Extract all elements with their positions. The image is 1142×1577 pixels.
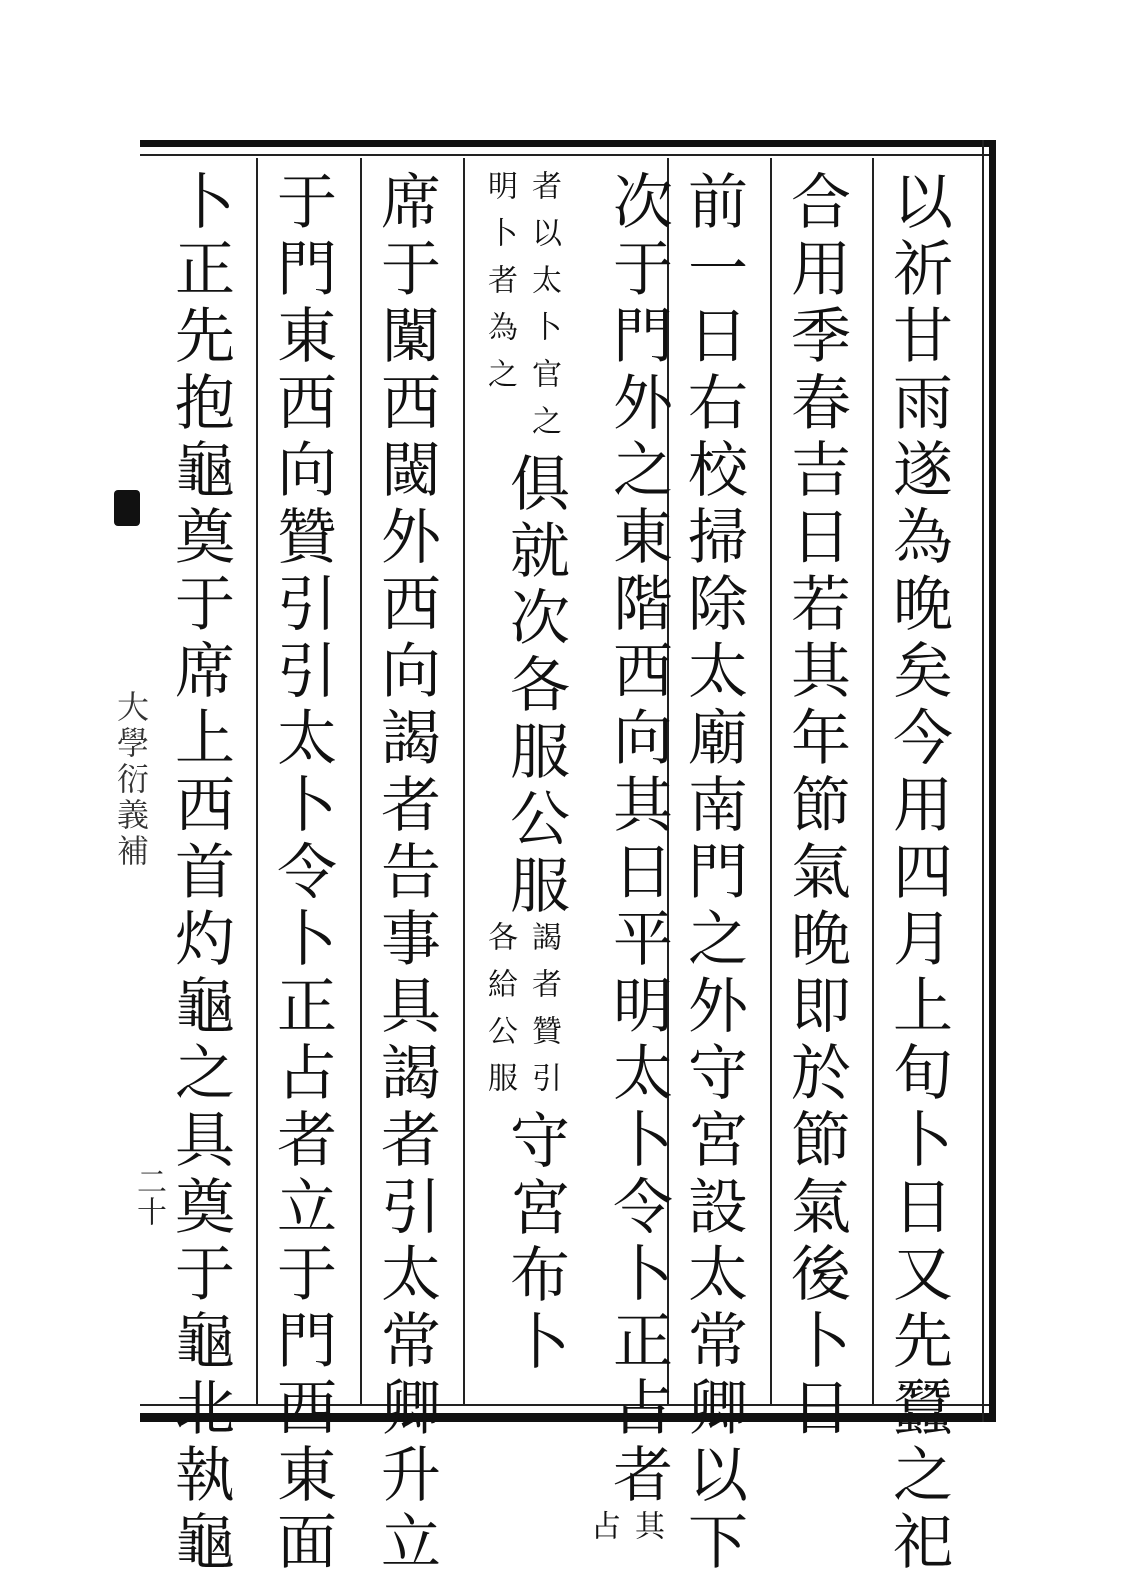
column-5-top-note [477,170,565,452]
column-5-main-text: 俱就次各服公服 [500,452,570,921]
text-column-3: 前一日右校掃除太廟南門之外守宮設太常卿以下 [678,170,748,1577]
text-frame [140,140,996,1577]
text-column-7: 于門東西向贊引引太卜令卜正占者立于門西東面 [267,170,337,1577]
column-rule [872,158,874,1404]
text-column-6: 席于闑西閾外西向謁者告事具謁者引太常卿升立 [371,170,441,1577]
column-5-mid-note [477,921,565,1109]
column-rule [256,158,258,1404]
note-right-line: 謁者贊引 [526,921,561,1109]
frame-rule-top [140,154,996,156]
column-rule [463,158,465,1404]
text-column-8: 卜正先抱龜奠于席上西首灼龜之具奠于龜北執龜 [165,170,235,1577]
note-right-line: 其 [629,1510,664,1557]
note-left-line: 各給公服 [482,921,517,1109]
frame-border-right [989,140,996,1422]
page-number: 二十 [131,1166,166,1226]
column-5-end-text: 守宮布卜 [500,1109,570,1377]
note-right-line: 者以太卜官之 [526,170,561,452]
margin-ink-block [114,490,140,526]
text-column-5 [475,170,570,1377]
frame-border-top [140,140,996,147]
note-left-line: 占 [585,1510,620,1557]
column-rule [770,158,772,1404]
column-4-note [580,1510,668,1557]
column-4-main-text: 次于門外之東階西向其日平明太卜令卜正占者 [603,170,673,1510]
text-column-2: 合用季春吉日若其年節氣晚即於節氣後卜日 [781,170,851,1443]
note-left-line: 明卜者為之 [482,170,517,405]
text-column-4 [580,170,673,1557]
margin-book-title: 大學衍義補 [112,690,150,870]
text-column-1: 以祈甘雨遂為晚矣今用四月上旬卜日又先蠶之祀 [883,170,953,1577]
frame-rule-right [982,140,984,1422]
column-rule [360,158,362,1404]
